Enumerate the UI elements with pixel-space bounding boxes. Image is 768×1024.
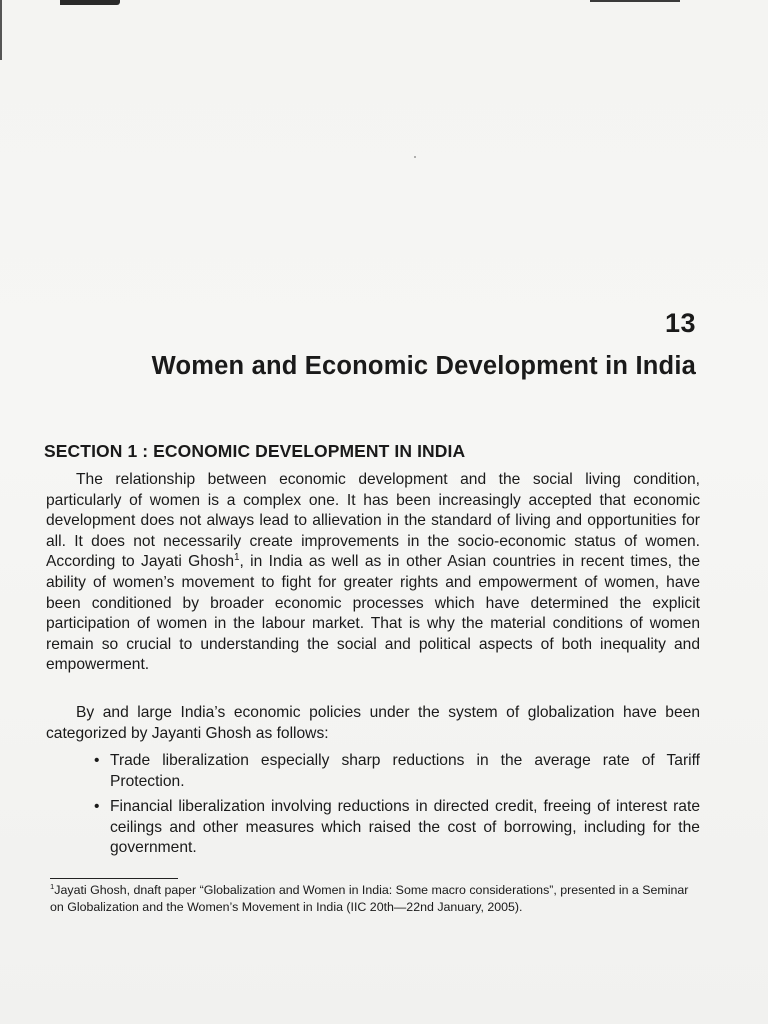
paragraph-1-text-start: The relationship between economic development and the social living condition, particularly of women is a complex one. It has been increasingly accepted that economic development does not always lead to allievation in the standard of living and opportunities for all. It does not necessarily create improvements in the socio-economic status of women. According to Jayati Ghosh <box>46 471 700 571</box>
list-item <box>92 751 700 792</box>
page-edge-shadow <box>60 0 120 5</box>
list-item <box>92 797 700 859</box>
page-left-edge <box>0 0 2 60</box>
page-edge-shadow-right <box>590 0 680 2</box>
section-heading: SECTION 1 : ECONOMIC DEVELOPMENT IN INDIA <box>44 441 466 461</box>
paragraph-1 <box>46 470 700 676</box>
paper-speck <box>414 156 416 158</box>
footnote-marker: 1 <box>50 881 55 891</box>
bullet-icon: • <box>94 798 100 816</box>
paragraph-2: By and large India’s economic policies under the system of globalization have been categorized by Jayanti Ghosh as follows: <box>46 704 700 742</box>
chapter-number: 13 <box>664 308 696 338</box>
list-item-text: Financial liberalization involving reductions in directed credit, freeing of interest rate ceilings and other measures which raised the cost of borrowing, including for the government. <box>110 798 700 857</box>
footnote <box>50 882 702 915</box>
chapter-title: Women and Economic Development in India <box>151 352 696 380</box>
policy-list <box>92 751 700 864</box>
bullet-icon: • <box>94 752 100 769</box>
footnote-reference: 1 <box>234 552 240 564</box>
footnote-divider <box>50 878 178 879</box>
list-item-text: Trade liberalization especially sharp reductions in the average rate of Tariff Protection. <box>110 752 700 790</box>
footnote-text: Jayati Ghosh, dnaft paper “Globalization and Women in India: Some macro considerations”, presented in a Seminar on Globalization and the Women’s Movement in India (IIC 20th—22nd January, 2005). <box>50 883 689 914</box>
paragraph-1-text-end: , in India as well as in other Asian countries in recent times, the ability of women’s movement to fight for greater rights and empowerment of women, have been conditioned by broader economic processes which have determined the explicit participation of women in the labour market. That is why the material conditions of women remain so crucial to understanding the social and political aspects of both inequality and empowerment. <box>46 553 700 674</box>
